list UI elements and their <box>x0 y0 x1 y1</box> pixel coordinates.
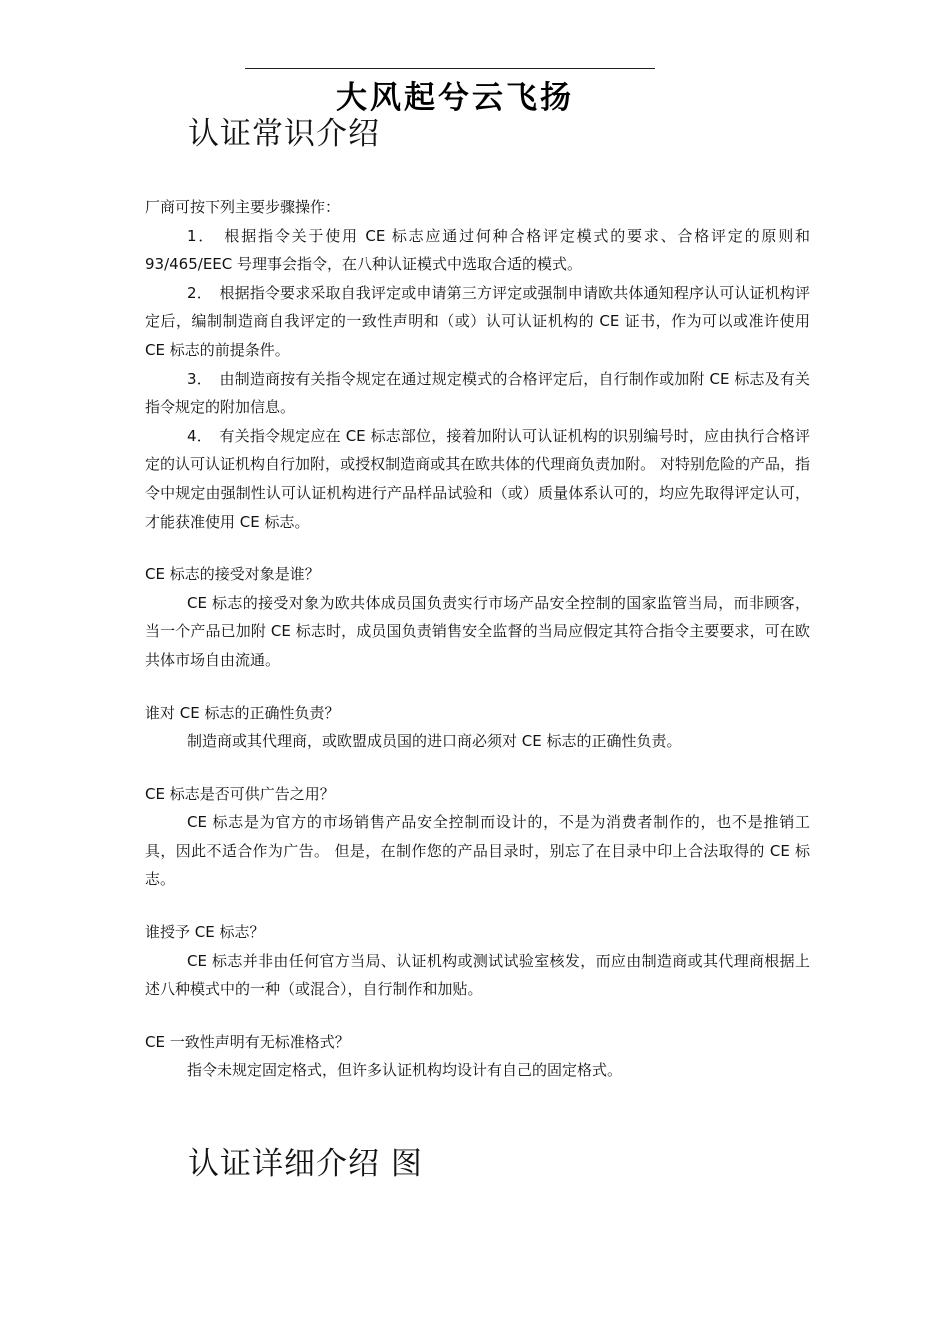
faq-question: CE 一致性声明有无标准格式？ <box>145 1032 350 1051</box>
step-1: 1． 根据指令关于使用 CE 标志应通过何种合格评定模式的要求、合格评定的原则和 93/465/EEC 号理事会指令，在八种认证模式中选取合适的模式。 <box>145 226 810 274</box>
section-title: 认证详细介绍 图 <box>188 1146 423 1182</box>
faq-question: 谁授予 CE 标志？ <box>145 923 265 942</box>
faq-question: CE 标志的接受对象是谁？ <box>145 565 320 584</box>
header-rule <box>245 68 655 69</box>
step-3: 3． 由制造商按有关指令规定在通过规定模式的合格评定后，自行制作或加附 CE 标志及有关指令规定的附加信息。 <box>145 369 810 417</box>
faq-answer: CE 标志是为官方的市场销售产品安全控制而设计的，不是为消费者制作的，也不是推销工具，因此不适合作为广告。 但是，在制作您的产品目录时，别忘了在目录中印上合法取得的 CE 标志。 <box>145 813 810 889</box>
header-motto: 大风起兮云飞扬 <box>336 80 574 116</box>
faq-answer: CE 标志并非由任何官方当局、认证机构或测试试验室核发，而应由制造商或其代理商根据上述八种模式中的一种（或混合），自行制作和加贴。 <box>145 951 810 999</box>
faq-answer: 指令未规定固定格式，但许多认证机构均设计有自己的固定格式。 <box>187 1061 623 1080</box>
document-body <box>145 193 810 1085</box>
step-4: 4． 有关指令规定应在 CE 标志部位，接着加附认可认证机构的识别编号时，应由执行合格评定的认可认证机构自行加附，或授权制造商或其在欧共体的代理商负责加附。 对特别危险的产品，指令中规定由强制性认可认证机构进行产品样品试验和（或）质量体系认可的，均应先取得评定认可，才能获准使用 CE 标志。 <box>145 426 810 531</box>
page-title: 认证常识介绍 <box>188 116 380 152</box>
step-2: 2． 根据指令要求采取自我评定或申请第三方评定或强制申请欧共体通知程序认可认证机构评定后，编制制造商自我评定的一致性声明和（或）认可认证机构的 CE 证书，作为可以或准许使用 CE 标志的前提条件。 <box>145 283 810 359</box>
faq-answer: CE 标志的接受对象为欧共体成员国负责实行市场产品安全控制的国家监管当局，而非顾客，当一个产品已加附 CE 标志时，成员国负责销售安全监督的当局应假定其符合指令主要要求，可在欧共体市场自由流通。 <box>145 593 810 669</box>
faq-question: CE 标志是否可供广告之用？ <box>145 784 335 803</box>
faq-question: 谁对 CE 标志的正确性负责？ <box>145 703 340 722</box>
faq-answer: 制造商或其代理商，或欧盟成员国的进口商必须对 CE 标志的正确性负责。 <box>187 732 682 751</box>
intro-text: 厂商可按下列主要步骤操作： <box>145 198 341 216</box>
